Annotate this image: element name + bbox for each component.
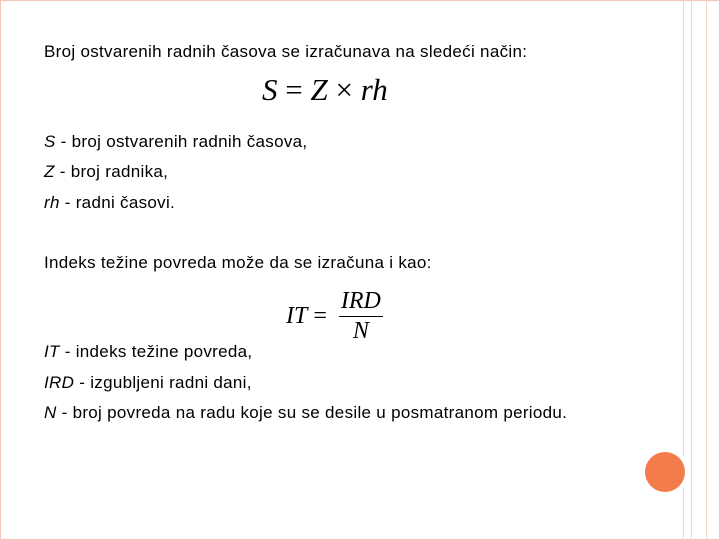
definition-line [44, 373, 252, 393]
definition-line [44, 342, 252, 362]
formula-rh: rh [360, 72, 388, 107]
definition-symbol: N [44, 403, 57, 422]
definition-text: - broj povreda na radu koje su se desile u posmatranom periodu. [56, 403, 568, 422]
formula-s: S [262, 72, 278, 107]
formula-hours [262, 72, 388, 108]
definition-line [44, 162, 168, 182]
definition-line [44, 132, 307, 152]
formula-equals: = [313, 303, 327, 329]
definition-text: - indeks težine povreda, [59, 342, 253, 361]
formula-injury-index [286, 288, 383, 345]
definition-symbol: rh [44, 193, 60, 212]
intro-text: Broj ostvarenih radnih časova se izračunava na sledeći način: [44, 42, 528, 61]
definition-text: - radni časovi. [59, 193, 176, 212]
formula-z: Z [310, 72, 328, 107]
formula-denominator: N [352, 318, 369, 344]
decorative-circle [645, 452, 685, 492]
definition-symbol: IRD [44, 373, 75, 392]
definition-line [44, 403, 567, 423]
formula-times: × [335, 72, 353, 107]
definition-text: - izgubljeni radni dani, [74, 373, 252, 392]
side-stripe [706, 0, 707, 540]
formula-it: IT [286, 303, 308, 329]
definition-line [44, 193, 175, 213]
side-stripe [691, 0, 692, 540]
definition-text: - broj ostvarenih radnih časova, [55, 132, 308, 151]
definition-symbol: S [44, 132, 56, 151]
definition-symbol: IT [44, 342, 60, 361]
definition-symbol: Z [44, 162, 55, 181]
formula-fraction [339, 288, 383, 345]
definition-text: - broj radnika, [54, 162, 169, 181]
formula-numerator: IRD [339, 288, 383, 317]
intro-text-2: Indeks težine povreda može da se izračuna i kao: [44, 253, 432, 272]
formula-equals: = [285, 72, 303, 107]
